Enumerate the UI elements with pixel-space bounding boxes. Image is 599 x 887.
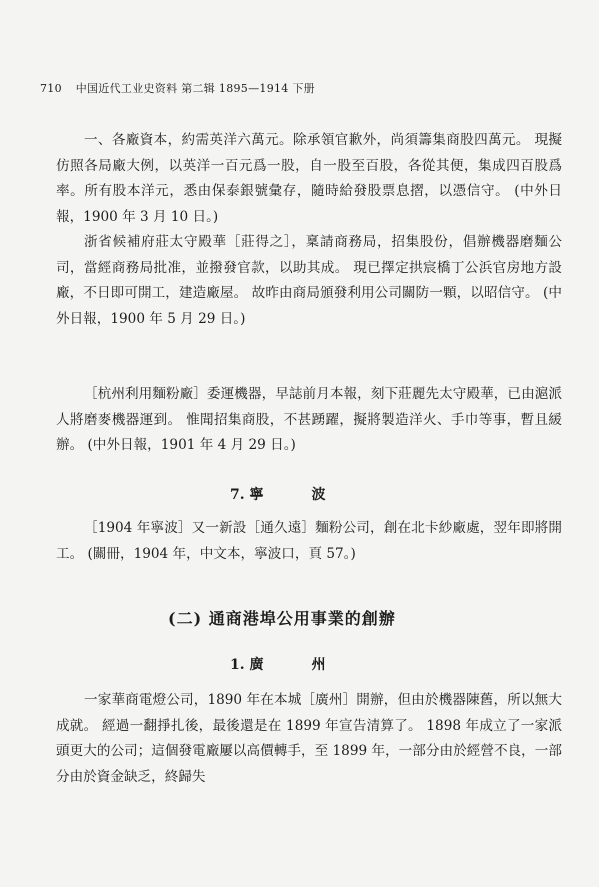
paragraph-ningbo — [56, 516, 562, 567]
paragraph-guangzhou — [56, 688, 562, 790]
section-heading: (二) 通商港埠公用事業的創辦 — [168, 609, 396, 628]
paragraph-text: 一、各廠資本，約需英洋六萬元。除承領官歉外，尚須籌集商股四萬元。 現擬仿照各局廠大例，以英洋一百元爲一股，自一股至百股，各從其便，集成四百股爲率。所有股本洋元，悉由保泰銀號彙存，隨時給發股票息摺，以憑信守。 (中外日報，1900 年 3 月 10 日。) — [56, 132, 562, 225]
heading-ningbo — [230, 484, 326, 504]
paragraph-zhuang — [56, 230, 562, 332]
paragraph-text: ［1904 年寧波］又一新設［通久遠］麵粉公司，創在北卡紗廠處，翌年即將開工。 (關冊，1904 年，中文本，寧波口，頁 57。) — [56, 520, 562, 562]
paragraph-text: ［杭州利用麵粉廠］委運機器，早誌前月本報，刻下莊麗先太守殿華，已由滬派人將磨麥機器運到。 惟聞招集商股，不甚踴躍，擬將製造洋火、手巾等事，暫且緩辦。 (中外日報，1901 年 4 月 29 日。) — [56, 386, 562, 453]
running-title: 中国近代工业史资料 第二辑 1895—1914 下册 — [75, 82, 315, 95]
running-header — [40, 80, 315, 96]
heading-guangzhou — [230, 654, 326, 674]
heading-char: 波 — [311, 487, 326, 503]
heading-number: 1. — [230, 657, 245, 673]
heading-char: 寧 — [249, 487, 264, 503]
paragraph-text: 浙省候補府莊太守殿華［莊得之］，稟請商務局，招集股份，倡辦機器磨麵公司，當經商務局批准，並撥發官款，以助其成。 現已擇定拱宸橋丁公浜官房地方設廠，不日即可開工，建造廠屋。 故昨由商局頒發利用公司關防一顆，以昭信守。 (中外日報，1900 年 5 月 29 日。) — [56, 234, 562, 327]
heading-char: 廣 — [249, 657, 264, 673]
paragraph-capital — [56, 128, 562, 230]
heading-char: 州 — [311, 657, 326, 673]
paragraph-hangzhou — [56, 382, 562, 459]
page-number: 710 — [40, 82, 62, 95]
heading-number: 7. — [230, 487, 245, 503]
paragraph-text: 一家華商電燈公司，1890 年在本城［廣州］開辦，但由於機器陳舊，所以無大成就。 經過一翻掙扎後，最後還是在 1899 年宣告清算了。 1898 年成立了一家派頭更大的公司；這個發電廠屢以高價轉手，至 1899 年，一部分由於經營不良，一部分由於資金缺乏，終歸失 — [56, 692, 562, 785]
